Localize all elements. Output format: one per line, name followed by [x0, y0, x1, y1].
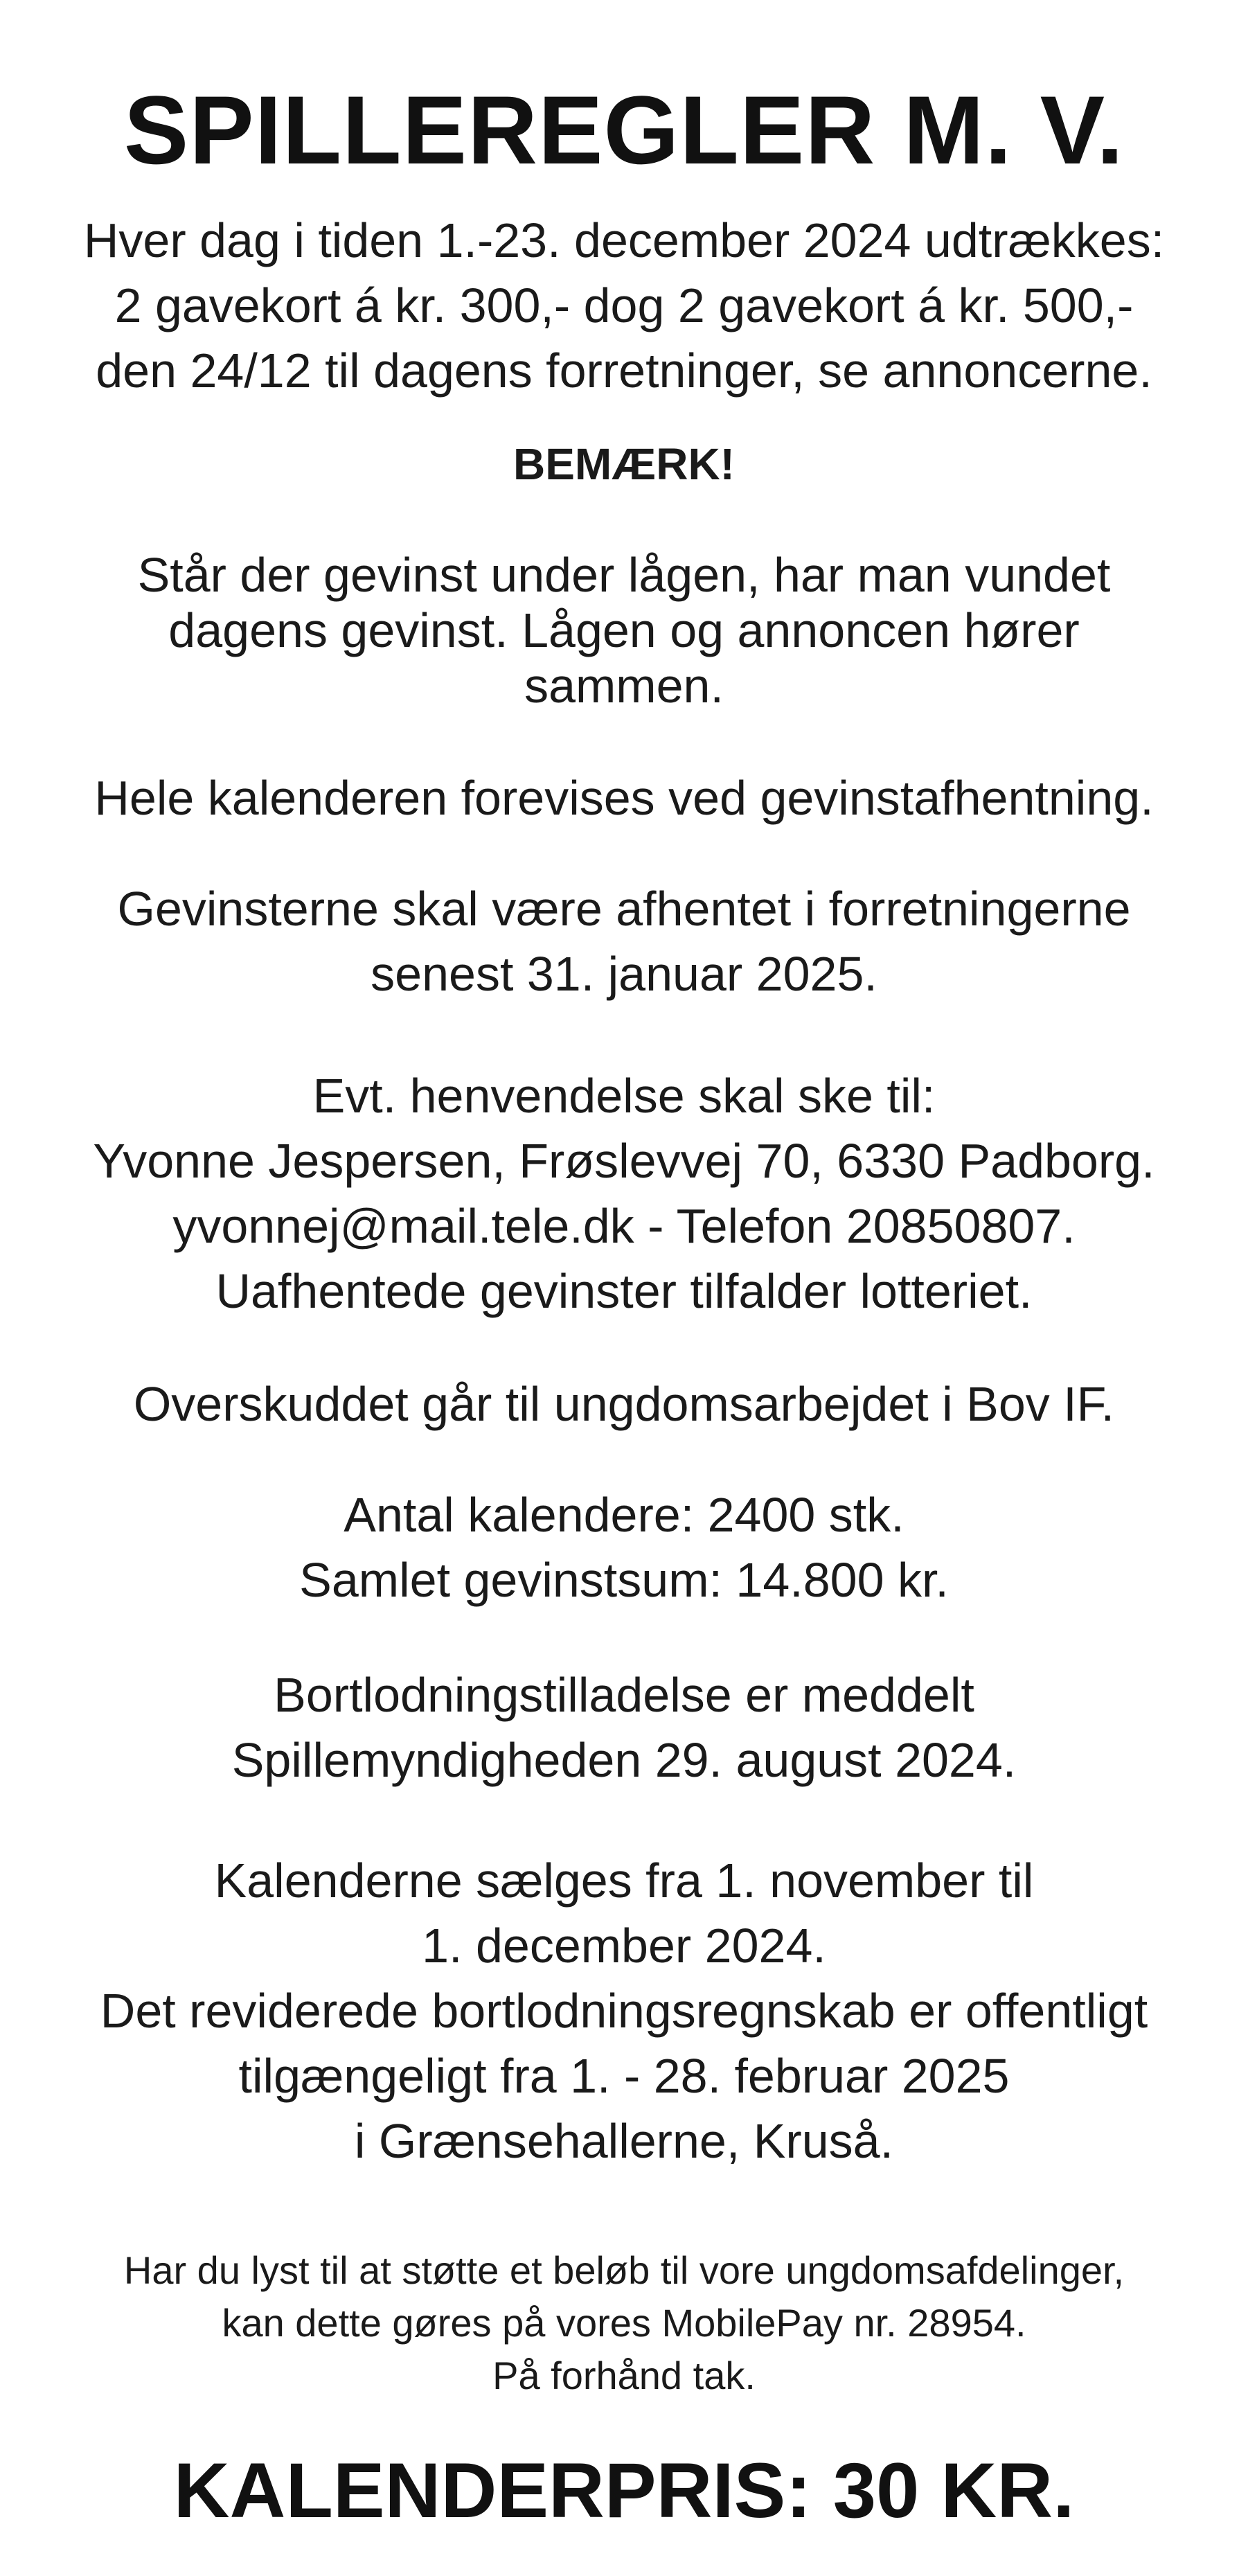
- text-line: På forhånd tak.: [492, 2354, 756, 2397]
- text-line: tilgængeligt fra 1. - 28. februar 2025: [238, 2049, 1010, 2103]
- text-line: Hver dag i tiden 1.-23. december 2024 udtrækkes:: [83, 213, 1165, 267]
- calendar-price: KALENDERPRIS: 30 KR.: [173, 2447, 1075, 2534]
- text-line: Evt. henvendelse skal ske til:: [312, 1069, 936, 1123]
- surplus-paragraph: [0, 1371, 1248, 1437]
- text-line: Overskuddet går til ungdomsarbejdet i Bov IF.: [133, 1377, 1115, 1431]
- text-line: Det reviderede bortlodningsregnskab er offentligt: [100, 1984, 1148, 2038]
- text-line: Uafhentede gevinster tilfalder lotteriet.: [215, 1264, 1033, 1318]
- text-line: 2 gavekort á kr. 300,- dog 2 gavekort á kr. 500,-: [114, 278, 1134, 332]
- text-line: den 24/12 til dagens forretninger, se annoncerne.: [96, 344, 1152, 398]
- sales-paragraph: [0, 1848, 1248, 2174]
- text-line: Hele kalenderen forevises ved gevinstafhentning.: [94, 771, 1154, 825]
- text-line: yvonnej@mail.tele.dk - Telefon 20850807.: [172, 1199, 1076, 1253]
- text-line: Samlet gevinstsum: 14.800 kr.: [299, 1553, 949, 1607]
- text-line: Antal kalendere: 2400 stk.: [344, 1488, 904, 1542]
- gate-rule-paragraph: [0, 547, 1248, 713]
- contact-paragraph: [0, 1063, 1248, 1324]
- text-line: 1. december 2024.: [422, 1919, 826, 1973]
- pickup-paragraph: [0, 876, 1248, 1006]
- note-heading: BEMÆRK!: [513, 439, 735, 489]
- totals-paragraph: [0, 1482, 1248, 1613]
- text-line: Yvonne Jespersen, Frøslevvej 70, 6330 Padborg.: [93, 1134, 1155, 1188]
- text-line: Kalenderne sælges fra 1. november til: [214, 1854, 1034, 1908]
- intro-paragraph: [0, 208, 1248, 403]
- text-line: Spillemyndigheden 29. august 2024.: [231, 1733, 1017, 1787]
- text-line: Bortlodningstilladelse er meddelt: [274, 1668, 974, 1722]
- text-line: kan dette gøres på vores MobilePay nr. 28954.: [222, 2301, 1026, 2345]
- permit-paragraph: [0, 1662, 1248, 1793]
- text-line: Står der gevinst under lågen, har man vundet: [137, 548, 1111, 602]
- text-line: sammen.: [524, 659, 724, 713]
- text-line: senest 31. januar 2025.: [371, 947, 877, 1001]
- show-calendar-paragraph: [0, 765, 1248, 830]
- text-line: dagens gevinst. Lågen og annoncen hører: [168, 603, 1080, 657]
- support-paragraph: [0, 2244, 1248, 2402]
- page-title: SPILLEREGLER M. V.: [123, 75, 1125, 184]
- text-line: Gevinsterne skal være afhentet i forretningerne: [117, 882, 1131, 936]
- text-line: Har du lyst til at støtte et beløb til vore ungdomsafdelinger,: [123, 2248, 1125, 2292]
- text-line: i Grænsehallerne, Kruså.: [354, 2114, 894, 2168]
